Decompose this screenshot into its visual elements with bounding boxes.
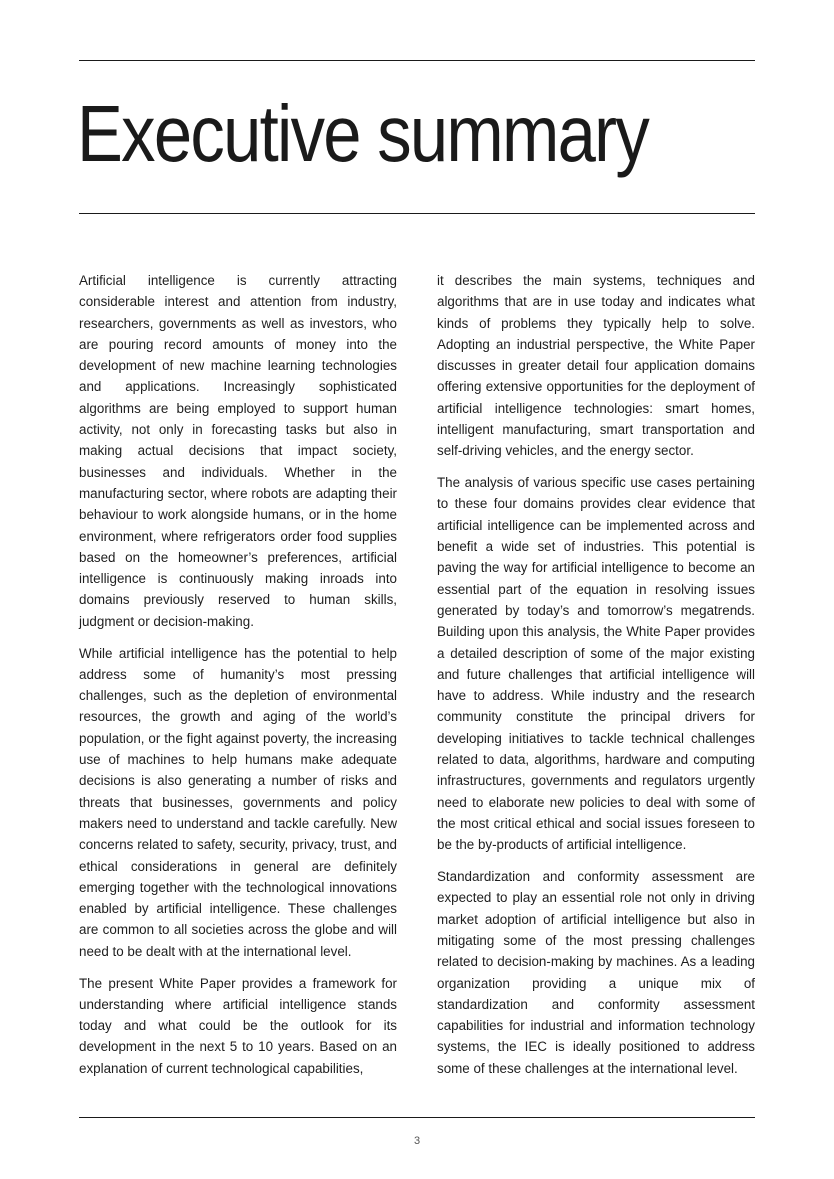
right-text-column <box>437 270 755 1089</box>
paragraph: Standardization and conformity assessment are expected to play an essential role not only in driving market adoption of artificial intelligence but also in mitigating some of the most pressing challenges related to decision-making by machines. As a leading organization providing a unique mix of standardization and conformity assessment capabilities for industrial and information technology systems, the IEC is ideally positioned to address some of these challenges at the international level. <box>437 869 755 1076</box>
footer-divider <box>79 1117 755 1118</box>
title-divider <box>79 213 755 214</box>
top-divider <box>79 60 755 61</box>
page-title: Executive summary <box>77 89 649 178</box>
paragraph: While artificial intelligence has the potential to help address some of humanity’s most pressing challenges, such as the depletion of environmental resources, the growth and aging of the world’s population, or the fight against poverty, the increasing use of machines to help humans make adequate decisions is also generating a number of risks and threats that businesses, governments and policy makers need to understand and tackle carefully. New concerns related to safety, security, privacy, trust, and ethical considerations in general are definitely emerging together with the technological innovations enabled by artificial intelligence. These challenges are common to all societies across the globe and will need to be dealt with at the international level. <box>79 645 397 959</box>
paragraph: The present White Paper provides a framework for understanding where artificial intelligence stands today and what could be the outlook for its development in the next 5 to 10 years. Based on an explanation of current technological capabilities, <box>79 975 397 1076</box>
left-text-column <box>79 270 397 1089</box>
paragraph: Artificial intelligence is currently attracting considerable interest and attention from industry, researchers, governments as well as investors, who are pouring record amounts of money into the development of new machine learning technologies and applications. Increasingly sophisticated algorithms are being employed to support human activity, not only in forecasting tasks but also in making actual decisions that impact society, businesses and individuals. Whether in the manufacturing sector, where robots are adapting their behaviour to work alongside humans, or in the home environment, where refrigerators order food supplies based on the homeowner’s preferences, artificial intelligence is continuously making inroads into domains previously reserved to human skills, judgment or decision-making. <box>79 273 397 629</box>
page-number: 3 <box>413 1135 421 1147</box>
paragraph: it describes the main systems, techniques and algorithms that are in use today and indicates what kinds of problems they typically help to solve. Adopting an industrial perspective, the White Paper discusses in greater detail four application domains offering extensive opportunities for the deployment of artificial intelligence technologies: smart homes, intelligent manufacturing, smart transportation and self-driving vehicles, and the energy sector. <box>437 273 755 459</box>
paragraph: The analysis of various specific use cases pertaining to these four domains provides clear evidence that artificial intelligence can be implemented across and benefit a wide set of industries. This potential is paving the way for artificial intelligence to become an essential part of the equation in resolving issues generated by today’s and tomorrow’s megatrends. Building upon this analysis, the White Paper provides a detailed description of some of the major existing and future challenges that artificial intelligence will have to address. While industry and the research community constitute the principal drivers for developing initiatives to tackle technical challenges related to data, algorithms, hardware and computing infrastructures, governments and regulators urgently need to elaborate new policies to deal with some of the most critical ethical and social issues foreseen to be the by-products of artificial intelligence. <box>437 475 755 853</box>
